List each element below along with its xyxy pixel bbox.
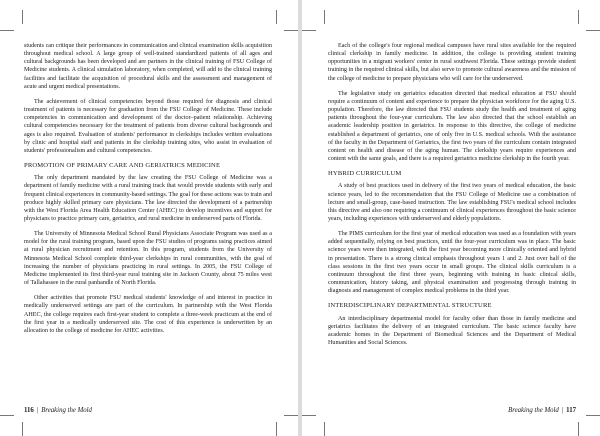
section-heading: HYBRID CURRICULUM [328, 170, 402, 178]
body-paragraph: A study of best practices used in delivery of the first two years of medical education, the basic science years, led to the recommendation that the FSU College of Medicine use a combination of lecture and small-group, case-based instruction. The law establishing FSU's medical school includes this directive and also one requiring a continuum of clinical experiences throughout the basic science years, including experiences with underserved and elderly populations. [328, 183, 576, 222]
body-paragraph: The legislative study on geriatrics education directed that medical education at FSU should require a continuum of content and experience to prepare the physician workforce for the aging U.S. population. Therefore, the law directed that FSU students study the health and treatment of aging patients throughout the four-year curriculum. The law also directed that the school establish an academic leadership position in geriatrics. In response to this directive, the college of medicine established a department of geriatrics, one of only five in U.S. medical schools. With the assistance of the faculty in the Department of Geriatrics, the first two years of the curriculum contain integrated content on health and disease of the aging human. The clerkship years require experiences and content with the same goals, and there is a required geriatrics medicine clerkship in the fourth year. [328, 90, 576, 163]
crop-mark [0, 415, 14, 416]
footer-separator: | [36, 407, 39, 414]
body-paragraph: An interdisciplinary departmental model for faculty other than those in family medicine and geriatrics facilitates the delivery of an integrated curriculum. The basic science faculty have academic homes in the Department of Biomedical Sciences and the Department of Medical Humanities and Social Sciences. [328, 315, 576, 346]
crop-mark [284, 30, 298, 31]
page-number: 116 [24, 407, 34, 414]
page-footer [24, 407, 92, 414]
crop-mark [302, 415, 316, 416]
body-paragraph: The achievement of clinical competencies beyond those required for diagnosis and clinical treatment of patients is necessary for graduation from the FSU College of Medicine. These include competencies in communication and development of the doctor–patient relationship. Achieving cultural competencies necessary for the treatment of patients from diverse cultural backgrounds and ages is also required. Evaluation of students' performance in clerkships includes written evaluations by clinic and hospital staff and patients in the clerkship training sites, who assist in evaluation of students' professionalism and cultural competencies. [24, 98, 272, 154]
body-paragraph: The PIMS curriculum for the first year of medical education was used as a foundation with years added sequentially, relying on best practices, until the four-year curriculum was in place. The basic science years were then integrated, with the first year becoming more clinically oriented and hybrid in presentation. There is a strong clinical emphasis throughout years 1 and 2. Just over half of the class sessions in the first two years occur in small groups. The clinical skills curriculum is a continuum throughout the first three years, beginning with training in basic clinical skills, communication, history taking, and physical examination and progressing through training in diagnosis and management of complex medical problems in the third year. [328, 231, 576, 295]
crop-mark [324, 10, 325, 24]
section-heading: PROMOTION OF PRIMARY CARE AND GERIATRICS MEDICINE [24, 162, 221, 170]
crop-mark [284, 415, 298, 416]
crop-mark [586, 30, 600, 31]
section-heading: INTERDISCIPLINARY DEPARTMENTAL STRUCTURE [328, 302, 492, 310]
crop-mark [276, 10, 277, 24]
crop-mark [324, 422, 325, 436]
crop-mark [22, 422, 23, 436]
right-page-body [328, 42, 576, 347]
crop-mark [302, 30, 316, 31]
crop-mark [578, 10, 579, 24]
body-paragraph: Other activities that promote FSU medical students' knowledge of and interest in practice in medically underserved settings are part of the curriculum. In partnership with the West Florida AHEC, the college requires each first-year student to complete a three-week practicum at the end of the first year in a medically underserved site. The cost of this experience is underwritten by an allocation to the college of medicine for AHEC activities. [24, 295, 272, 334]
body-paragraph: The only department mandated by the law creating the FSU College of Medicine was a department of family medicine with a rural training track that would provide students with early and frequent clinical experiences in community-based settings. The goal for these actions was to train and produce highly skilled primary care physicians. The law directed the development of a partnership with the West Florida Area Health Education Center (AHEC) to develop incentives and support for physicians to practice primary care, geriatrics, and rural medicine in underserved parts of Florida. [24, 175, 272, 222]
crop-mark [0, 30, 14, 31]
page-number: 117 [566, 407, 576, 414]
crop-mark [276, 422, 277, 436]
right-page [300, 0, 600, 436]
body-paragraph: Each of the college's four regional medical campuses have rural sites available for the required clinical clerkship in family medicine. In addition, the college is providing student training opportunities in a migrant workers' center in rural southwest Florida. These settings provide student training in the required clinical skills, but also serve to promote cultural awareness and the mission of the college of medicine to prepare physicians who will care for the underserved. [328, 43, 576, 82]
running-title: Breaking the Mold [41, 407, 92, 414]
running-title: Breaking the Mold [508, 407, 559, 414]
footer-separator: | [561, 407, 564, 414]
left-page-body [24, 42, 272, 342]
crop-mark [586, 415, 600, 416]
book-gutter [298, 0, 302, 436]
page-footer [508, 407, 576, 414]
crop-mark [22, 10, 23, 24]
body-paragraph: students can critique their performances in communication and clinical examination skills acquisition throughout medical school. A large group of well-trained standardized patients of all ages and cultural backgrounds has been developed and are partners in the clinical training of FSU College of Medicine students. A clinical simulation laboratory, when completed, will add to the clinical training facilities and facilitate the acquisition of procedural skills and the assessment and management of acute and urgent medical presentations. [24, 43, 272, 90]
body-paragraph: The University of Minnesota Medical School Rural Physicians Associate Program was used as a model for the rural training program, based upon the FSU studies of programs using practices aimed at rural physician recruitment and retention. In this program, students from the University of Minnesota Medical School complete third-year clerkships in rural communities, with the goal of increasing the number of physicians practicing in rural settings. In 2005, the FSU College of Medicine implemented its first third-year rural training site in Jackson County, about 75 miles west of Tallahassee in the rural panhandle of North Florida. [24, 231, 272, 287]
crop-mark [578, 422, 579, 436]
